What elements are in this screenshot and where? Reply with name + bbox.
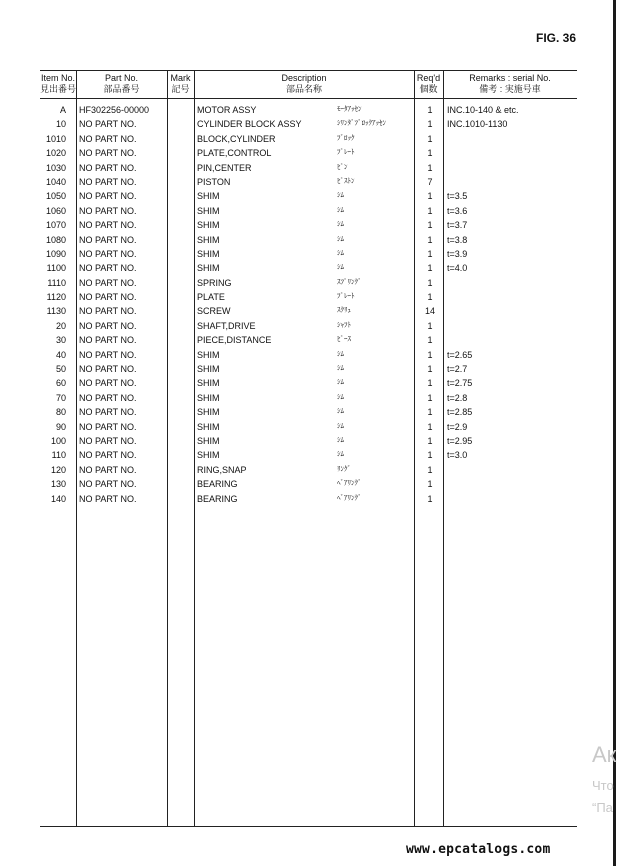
cell-description-jp: ｼﾑ: [337, 264, 344, 272]
watermark-line-3: “Па: [592, 800, 613, 815]
cell-description: BEARING: [197, 479, 238, 490]
cell-part-number: NO PART NO.: [79, 306, 137, 317]
cell-description: SHIM: [197, 407, 220, 418]
table-row: [40, 117, 577, 131]
cell-description: CYLINDER BLOCK ASSY: [197, 119, 302, 130]
cell-remarks: t=3.6: [447, 205, 468, 216]
cell-part-number: NO PART NO.: [79, 479, 137, 490]
cell-part-number: NO PART NO.: [79, 119, 137, 130]
table-row: [40, 333, 577, 347]
parts-table: [40, 70, 577, 827]
cell-quantity: 1: [427, 392, 433, 403]
cell-quantity: 1: [427, 148, 433, 159]
cell-item-number: 130: [50, 479, 66, 490]
cell-quantity: 1: [427, 220, 433, 231]
cell-part-number: NO PART NO.: [79, 292, 137, 303]
cell-part-number: NO PART NO.: [79, 435, 137, 446]
footer-url[interactable]: www.epcatalogs.com: [406, 842, 551, 857]
cell-item-number: 140: [50, 493, 66, 504]
cell-part-number: NO PART NO.: [79, 493, 137, 504]
cell-quantity: 1: [427, 105, 433, 115]
cell-part-number: NO PART NO.: [79, 133, 137, 144]
cell-description: SHAFT,DRIVE: [197, 320, 256, 331]
cell-remarks: INC.10-140 & etc.: [447, 105, 519, 115]
header-reqd-jp: 個数: [419, 84, 438, 94]
page-edge-border: [613, 0, 616, 866]
cell-quantity: 1: [427, 234, 433, 245]
cell-part-number: NO PART NO.: [79, 364, 137, 375]
header-item-no-en: Item No.: [40, 73, 75, 83]
cell-remarks: INC.1010-1130: [447, 119, 508, 130]
cell-item-number: 70: [55, 392, 66, 403]
table-row: [40, 233, 577, 247]
cell-item-number: 60: [55, 378, 66, 389]
cell-description-jp: ｼﾑ: [337, 192, 344, 200]
cell-quantity: 1: [427, 450, 433, 461]
cell-item-number: 1070: [45, 220, 66, 231]
cell-description: SHIM: [197, 421, 220, 432]
table-row: [40, 405, 577, 419]
cell-remarks: t=3.7: [447, 220, 468, 231]
cell-part-number: NO PART NO.: [79, 277, 137, 288]
cell-description: BLOCK,CYLINDER: [197, 133, 276, 144]
cell-description-jp: ﾋﾟｽﾄﾝ: [337, 177, 355, 185]
header-mark-en: Mark: [170, 73, 191, 83]
cell-description-jp: ｼﾑ: [337, 422, 344, 430]
header-description: [194, 73, 414, 95]
cell-part-number: NO PART NO.: [79, 421, 137, 432]
cell-quantity: 1: [427, 248, 433, 259]
cell-quantity: 1: [427, 119, 433, 130]
watermark-line-1: Ак: [592, 742, 617, 767]
table-row: [40, 362, 577, 376]
table-row: [40, 376, 577, 390]
watermark-line-2: Что: [592, 778, 614, 793]
cell-part-number: NO PART NO.: [79, 234, 137, 245]
header-remarks-en: Remarks : serial No.: [469, 73, 551, 83]
table-row: [40, 261, 577, 275]
cell-description-jp: ｼﾑ: [337, 408, 344, 416]
header-reqd: [414, 73, 443, 95]
table-row: [40, 463, 577, 477]
cell-part-number: NO PART NO.: [79, 191, 137, 202]
cell-description: MOTOR ASSY: [197, 105, 257, 115]
table-row: [40, 204, 577, 218]
table-row: [40, 448, 577, 462]
cell-description-jp: ｽﾌﾟﾘﾝｸﾞ: [337, 278, 362, 286]
cell-quantity: 1: [427, 364, 433, 375]
cell-description-jp: ﾌﾟﾚｰﾄ: [337, 293, 355, 301]
cell-item-number: 10: [55, 119, 66, 130]
cell-description-jp: ﾌﾞﾛｯｸ: [337, 134, 355, 142]
cell-remarks: t=3.5: [447, 191, 468, 202]
cell-description: SHIM: [197, 234, 220, 245]
cell-item-number: 1120: [46, 292, 66, 303]
cell-part-number: NO PART NO.: [79, 220, 137, 231]
header-description-en: Description: [281, 73, 327, 83]
header-remarks-jp: 備考 : 実施号車: [479, 84, 541, 94]
cell-quantity: 1: [427, 191, 433, 202]
table-row: [40, 492, 577, 506]
cell-quantity: 1: [427, 320, 433, 331]
header-description-jp: 部品名称: [285, 84, 322, 94]
cell-description-jp: ｼﾑ: [337, 206, 344, 214]
cell-item-number: 1080: [45, 234, 66, 245]
table-row: [40, 319, 577, 333]
cell-quantity: 1: [427, 277, 433, 288]
header-part-no-jp: 部品番号: [103, 84, 140, 94]
table-row: [40, 218, 577, 232]
cell-part-number: NO PART NO.: [79, 407, 137, 418]
cell-item-number: 90: [55, 421, 66, 432]
cell-item-number: 1050: [45, 191, 66, 202]
cell-remarks: t=2.95: [447, 435, 473, 446]
cell-description-jp: ｼﾑ: [337, 436, 344, 444]
cell-description-jp: ﾋﾟｰｽ: [337, 336, 351, 344]
cell-quantity: 1: [427, 378, 433, 389]
cell-part-number: NO PART NO.: [79, 176, 137, 187]
cell-description-jp: ｼﾑ: [337, 393, 344, 401]
cell-part-number: NO PART NO.: [79, 263, 137, 274]
cell-item-number: A: [59, 105, 66, 115]
cell-item-number: 1100: [46, 263, 66, 274]
cell-description-jp: ﾘﾝｸﾞ: [337, 465, 351, 473]
cell-description-jp: ﾌﾟﾚｰﾄ: [337, 149, 355, 157]
table-row: [40, 247, 577, 261]
cell-description: RING,SNAP: [197, 464, 247, 475]
cell-part-number: NO PART NO.: [79, 248, 137, 259]
cell-item-number: 1130: [46, 306, 66, 317]
cell-remarks: t=2.8: [447, 392, 468, 403]
table-row: [40, 175, 577, 189]
cell-item-number: 30: [55, 335, 66, 346]
cell-part-number: NO PART NO.: [79, 148, 137, 159]
cell-item-number: 1110: [47, 277, 66, 288]
cell-description-jp: ﾓｰﾀｱｯｾﾝ: [337, 106, 362, 113]
cell-description-jp: ﾍﾞｱﾘﾝｸﾞ: [337, 480, 362, 488]
header-part-no: [76, 73, 167, 95]
cell-description: PLATE: [197, 292, 225, 303]
cell-description: SHIM: [197, 392, 220, 403]
cell-description: SHIM: [197, 220, 220, 231]
cell-part-number: NO PART NO.: [79, 162, 137, 173]
cell-description-jp: ﾋﾟﾝ: [337, 163, 348, 171]
cell-remarks: t=2.9: [447, 421, 468, 432]
cell-item-number: 100: [50, 435, 66, 446]
parts-rows: [40, 103, 577, 506]
cell-description-jp: ｼﾘﾝﾀﾞﾌﾞﾛｯｸｱｯｾﾝ: [337, 120, 386, 128]
cell-item-number: 1030: [45, 162, 66, 173]
header-remarks: [443, 73, 577, 95]
table-row: [40, 189, 577, 203]
cell-description-jp: ｼﾑ: [337, 451, 344, 459]
cell-description: SHIM: [197, 450, 220, 461]
cell-remarks: t=2.7: [447, 364, 468, 375]
table-row: [40, 290, 577, 304]
cell-description: SHIM: [197, 263, 220, 274]
cell-item-number: 1090: [45, 248, 66, 259]
cell-quantity: 7: [427, 176, 433, 187]
cell-quantity: 1: [427, 407, 433, 418]
table-row: [40, 348, 577, 362]
cell-part-number: NO PART NO.: [79, 450, 137, 461]
header-part-no-en: Part No.: [104, 73, 138, 83]
cell-description: PIECE,DISTANCE: [197, 335, 272, 346]
cell-remarks: t=3.0: [447, 450, 468, 461]
cell-description-jp: ﾍﾞｱﾘﾝｸﾞ: [337, 494, 362, 502]
cell-description: PISTON: [197, 176, 231, 187]
cell-description: SHIM: [197, 435, 220, 446]
cell-item-number: 1060: [45, 205, 66, 216]
cell-description: SHIM: [197, 205, 220, 216]
header-mark: [167, 73, 194, 95]
cell-remarks: t=4.0: [447, 263, 468, 274]
cell-description: SHIM: [197, 248, 220, 259]
cell-part-number: NO PART NO.: [79, 378, 137, 389]
header-divider: [40, 98, 577, 99]
cell-item-number: 50: [55, 364, 66, 375]
cell-quantity: 1: [427, 335, 433, 346]
cell-item-number: 1040: [45, 176, 66, 187]
cell-description: BEARING: [197, 493, 238, 504]
header-reqd-en: Req'd: [416, 73, 441, 83]
cell-part-number: NO PART NO.: [79, 205, 137, 216]
cell-quantity: 1: [427, 435, 433, 446]
cell-description-jp: ｼﾑ: [337, 379, 344, 387]
cell-quantity: 1: [427, 464, 433, 475]
cell-description-jp: ｼﾑ: [337, 221, 344, 229]
cell-remarks: t=3.8: [447, 234, 468, 245]
cell-quantity: 1: [427, 133, 433, 144]
cell-quantity: 1: [427, 292, 433, 303]
cell-quantity: 1: [427, 421, 433, 432]
table-row: [40, 420, 577, 434]
cell-quantity: 1: [427, 263, 433, 274]
cell-item-number: 120: [50, 464, 66, 475]
cell-description: SHIM: [197, 349, 220, 360]
table-row: [40, 477, 577, 491]
cell-item-number: 110: [51, 450, 66, 461]
table-row: [40, 276, 577, 290]
cell-description-jp: ｼﾑ: [337, 350, 344, 358]
table-row: [40, 161, 577, 175]
cell-description: SHIM: [197, 364, 220, 375]
cell-quantity: 1: [427, 349, 433, 360]
cell-item-number: 40: [55, 349, 66, 360]
cell-part-number: NO PART NO.: [79, 464, 137, 475]
cell-part-number: HF302256-00000: [79, 105, 150, 115]
cell-quantity: 14: [424, 306, 435, 317]
cell-remarks: t=3.9: [447, 248, 468, 259]
cell-quantity: 1: [427, 493, 433, 504]
cell-description: SHIM: [197, 191, 220, 202]
table-row: [40, 391, 577, 405]
cell-description-jp: ｽｸﾘｭ: [337, 307, 351, 315]
cell-description: SPRING: [197, 277, 232, 288]
header-mark-jp: 記号: [171, 84, 190, 94]
cell-description: PIN,CENTER: [197, 162, 252, 173]
cell-remarks: t=2.65: [447, 349, 473, 360]
table-row: [40, 103, 577, 117]
header-item-no-jp: 見出番号: [40, 84, 77, 94]
cell-item-number: 80: [55, 407, 66, 418]
cell-quantity: 1: [427, 162, 433, 173]
cell-description-jp: ｼｬﾌﾄ: [337, 321, 351, 329]
cell-item-number: 20: [55, 320, 66, 331]
cell-quantity: 1: [427, 479, 433, 490]
cell-description: PLATE,CONTROL: [197, 148, 272, 159]
table-row: [40, 146, 577, 160]
cell-description-jp: ｼﾑ: [337, 365, 344, 373]
cell-remarks: t=2.75: [447, 378, 473, 389]
cell-quantity: 1: [427, 205, 433, 216]
table-row: [40, 304, 577, 318]
cell-part-number: NO PART NO.: [79, 320, 137, 331]
table-row: [40, 132, 577, 146]
cell-remarks: t=2.85: [447, 407, 473, 418]
table-row: [40, 434, 577, 448]
cell-part-number: NO PART NO.: [79, 392, 137, 403]
cell-item-number: 1020: [45, 148, 66, 159]
cell-description-jp: ｼﾑ: [337, 235, 344, 243]
header-item-no: [40, 73, 76, 95]
figure-label: FIG. 36: [536, 31, 577, 45]
cell-part-number: NO PART NO.: [79, 335, 137, 346]
cell-part-number: NO PART NO.: [79, 349, 137, 360]
cell-item-number: 1010: [45, 133, 66, 144]
cell-description: SHIM: [197, 378, 220, 389]
cell-description-jp: ｼﾑ: [337, 249, 344, 257]
cell-description: SCREW: [197, 306, 231, 317]
